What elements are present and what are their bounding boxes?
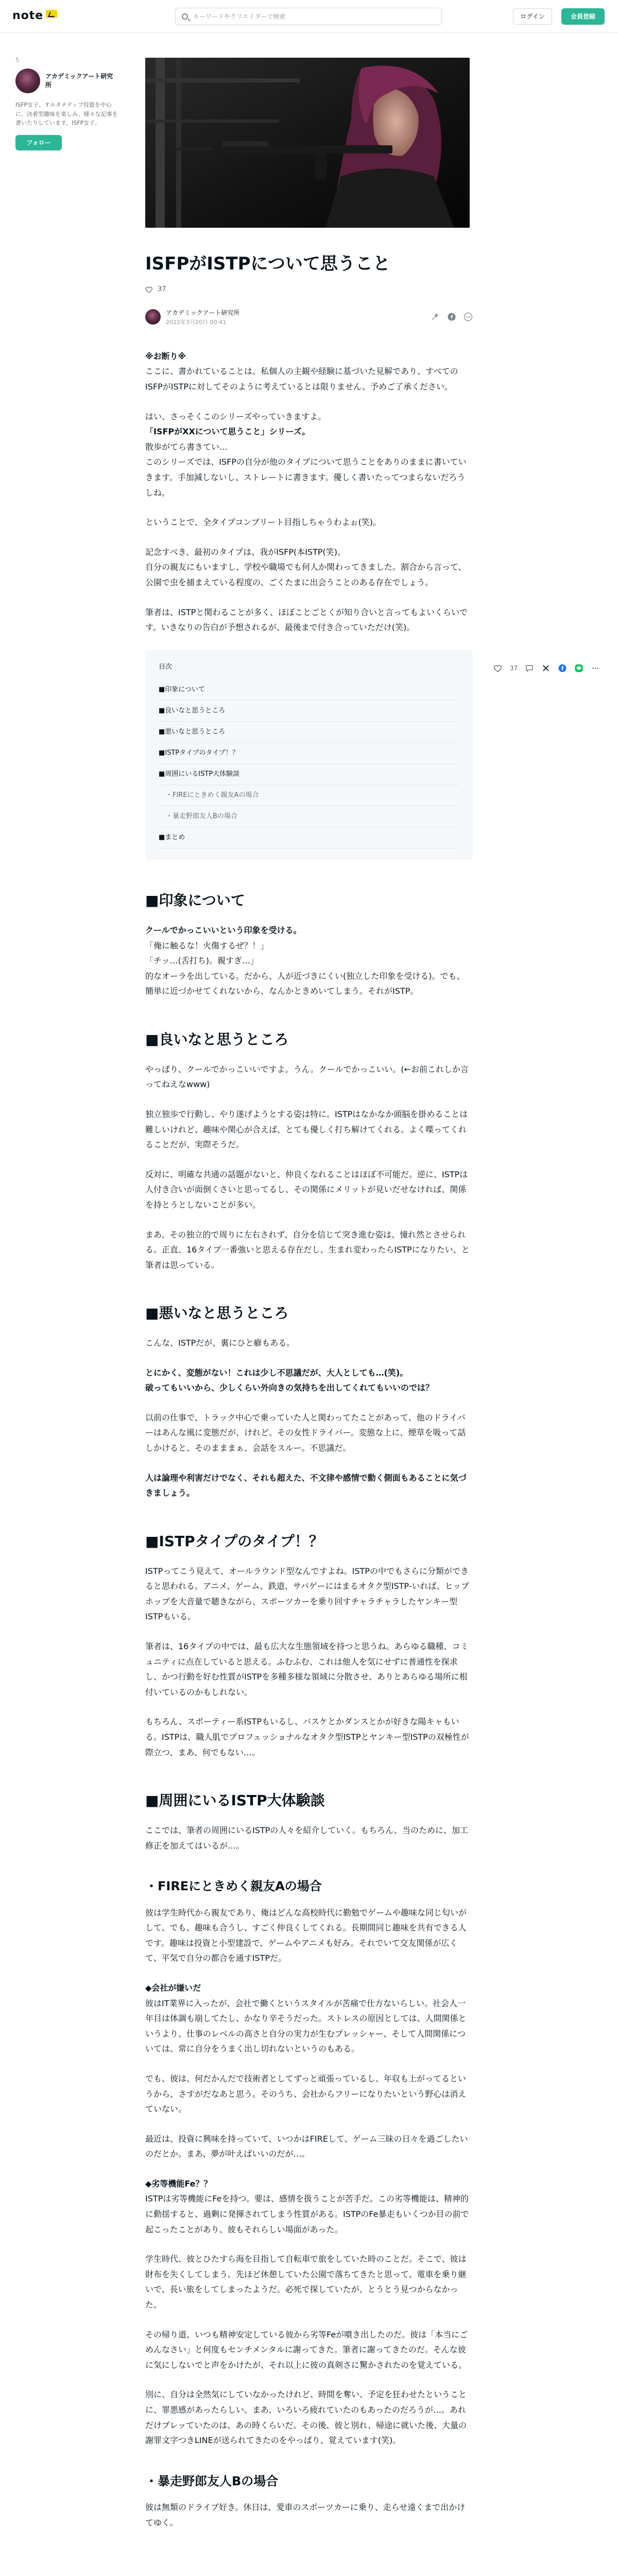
note-logo[interactable]	[12, 9, 57, 22]
hero-image	[145, 58, 470, 228]
heart-icon[interactable]	[493, 664, 503, 673]
impression-line-3: 的なオーラを出している。だから、人が近づきにくい(独立した印象を受ける)。でも、簡単に近づかせてくれないから、なんかときめいてしまう。それがISTP。	[145, 971, 465, 996]
section-paragraph: 別に、自分は全然気にしていなかったけれど、時間を奪い、予定を狂わせたということに、罪悪感があったらしい。まあ、いろいろ疲れていたのもあったのだろうが…。あれだけプレッていたのは、あの時くらいだ。その後、彼と別れ、帰途に就いた後、大量の謝罪文字つきLINEが送られてきたのをやっぱり、覚えています(笑)。	[145, 2389, 467, 2446]
section-paragraph: その帰り道、いつも精神安定している彼から劣等Feが噴き出したのだ。彼は「本当にごめんなさい」と何度もセンチメンタルに謝ってきた。筆者に謝ってきたのだ。そんな彼に気にしないでと声をかけたが、それ以上に彼の真剣さに驚かされたのを覚えている。	[145, 2329, 468, 2370]
facebook-icon[interactable]	[558, 664, 567, 673]
intro-line-1: はい、さっそくこのシリーズやっていきますよ。	[145, 411, 327, 421]
subsection-heading-friend-a: ・FIREにときめく親友Aの場合	[145, 1879, 322, 1894]
disclaimer-text: ここに、書かれていることは、私個人の主観や経験に基づいた見解であり、すべてのISFPがISTPに対してそのように考えているとは限りません。予めご了承ください。	[145, 366, 458, 392]
top-bar	[0, 0, 618, 33]
impression-line-1: クールでかっこいいという印象を受ける。	[145, 925, 302, 936]
disclaimer-paragraph	[145, 349, 473, 395]
paragraph-3: ということで、全タイプコンプリート目指しちゃうわよぉ(笑)。	[145, 517, 381, 528]
section-paragraph: まあ、その独立的で周りに左右されず、自分を信じて突き進む姿は、憧れ然とさせられる。正直、16タイプ一番強いと思える存在だし、生まれ変わったらISTPになりたい、と筆者は思っている。	[145, 1229, 470, 1270]
section-paragraph: 筆者は、16タイプの中では、最も広大な生態領域を持つと思うね。あらゆる職種、コミュニティに点在していると思える。ふむふむ、これは他人を気にせずに普通性を探求し、かつ行動を好む性質がISTPを多種多様な領域に分散させ、ありとあらゆる場所に根付いているのかもしれない。	[145, 1641, 469, 1697]
avatar[interactable]	[15, 69, 40, 93]
toc-item[interactable]: ・暴走野郎友人Bの場合	[159, 806, 459, 827]
section-paragraph: 彼は無類のドライブ好き。休日は、愛車のスポーツカーに乗り、走らせ遠くまで出かけてゆく。	[145, 2502, 466, 2528]
intro-paragraph	[145, 409, 473, 501]
magic-icon[interactable]	[431, 312, 440, 321]
section-paragraph	[145, 1365, 473, 1396]
toc-item[interactable]: ■悪いなと思うところ	[159, 722, 459, 743]
toc-item[interactable]: ■印象について	[159, 680, 459, 701]
heart-icon[interactable]	[145, 285, 153, 294]
toc-title: 目次	[159, 663, 173, 671]
more-icon[interactable]	[464, 312, 473, 321]
article-title: ISFPがISTPについて思うこと	[145, 253, 390, 274]
toc-item[interactable]: ■ISTPタイプのタイプ！？	[159, 743, 459, 764]
intro-line-2: 「ISFPがXXについて思うこと」シリーズ。	[145, 427, 311, 437]
author-row	[145, 308, 473, 326]
logo-text: note	[12, 9, 44, 22]
profile-name[interactable]: アカデミックアート研究所	[45, 73, 113, 89]
search-input[interactable]	[193, 11, 430, 22]
logo-badge-icon	[46, 10, 57, 18]
section-heading-bad: ■悪いなと思うところ	[145, 1304, 289, 1322]
disclaimer-title: ※お断り※	[145, 351, 186, 361]
section-paragraph: 独立独歩で行動し、やり遂げようとする姿は特に。ISTPはなかなか頭脳を掛めることは難しいけれど、趣味や関心が合えば、とても優しく打ち解けてくれる。よく喋ってくれることだが、実際そうだ。	[145, 1109, 468, 1150]
table-of-contents	[145, 650, 473, 860]
more-icon[interactable]	[591, 664, 600, 673]
follow-label: フォロー	[26, 139, 51, 146]
toc-item[interactable]: ■良いなと思うところ	[159, 701, 459, 722]
search-box[interactable]	[175, 8, 442, 25]
toc-item[interactable]: ■周囲にいるISTP大体験談	[159, 764, 459, 785]
section-paragraph: 学生時代、彼とひたすら海を目指して自転車で旅をしていた時のことだ。そこで、彼は財布を失くしてしまう。先ほど休憩していた公園で落ちてきたと思って、電車を乗り継いで、長い旅をしてしまったようだ。必死で探していたが、とうとう見つからなかった。	[145, 2254, 467, 2310]
article-body	[145, 349, 473, 2530]
section-paragraph: こんな、ISTPだが、裏にひと癖もある。	[145, 1338, 295, 1348]
intro-line-4: このシリーズでは、ISFPの自分が他のタイプについて思うことをありのままに書いていきます。手加減しないし、ストレートに書きます。優しく書いたってつまらないだろうしね。	[145, 457, 467, 498]
bold-text: 人は論理や利害だけでなく、それも超えた、不文律や感情で動く側面もあることに気づきましょう。	[145, 1472, 467, 1498]
section-paragraph	[145, 2176, 473, 2237]
search-icon	[182, 13, 188, 20]
section-heading-impression: ■印象について	[145, 892, 245, 909]
section-paragraph: 彼は学生時代から親友であり、俺はどんな高校時代に勤勉でゲームや趣味な同じ匂いがして、でも、趣味も合うし、すごく仲良くしてくれる。長期間同じ趣味を共有できる人です。趣味は投資と小型建設で、ゲームやアニメも好み。それでいて交友関係が広くて、平気で自分の都合を通すISTPだ。	[145, 1907, 467, 1963]
section-paragraph: ISTPってこう見えて、オールラウンド型なんですよね。ISTPの中でもさらに分類ができると思われる。アニメ、ゲーム、鉄道、サバゲーにはまるオタク型ISTP-いれば、ヒップホップを大音量で聴きながら、スポーツカーを乗り回すチャラチャラしたヤンキー型ISTPもいる。	[145, 1566, 469, 1622]
section-heading-types: ■ISTPタイプのタイプ！？	[145, 1532, 323, 1550]
section-paragraph	[145, 1980, 473, 2057]
section-heading-stories: ■周囲にいるISTP大体験談	[145, 1792, 325, 1809]
follow-button[interactable]	[15, 135, 62, 150]
section-paragraph	[145, 1470, 473, 1501]
author-info	[166, 308, 239, 326]
section-paragraph	[145, 923, 473, 999]
minor-heading: ◆劣等機能Fe？？	[145, 2178, 212, 2189]
floating-share-bar	[493, 664, 600, 673]
section-paragraph: もちろん、スポーティー系ISTPもいるし、バスケとかダンスとかが好きな陽キャもいる。ISTPは、職人肌でプロフェッショナルなオタク型ISTPとヤンキー型ISTPの双極性が際立つ、まあ、何でもない…。	[145, 1717, 469, 1757]
paragraph-4: 記念すべき、最初のタイプは、我がISFP(本ISTP(笑)。 自分の親友にもいますし、学校や職場でも何人か関わってきました。割合から言って、公園で虫を捕まえている程度の、ごくたまに出会うことのある存在でしょう。	[145, 547, 467, 588]
paragraph-text: ISTPは劣等機能にFeを持つ。要は、感情を扱うことが苦手だ。この劣等機能は、精神的に動揺すると、過剰に発揮されてしまう性質がある。ISTPのFe暴走もいくつか目の前で起こったことがあり、彼もそれらしい場面があった。	[145, 2194, 469, 2234]
article-actions	[431, 312, 473, 321]
section-paragraph: やっぱり、クールでかっこいいですよ。うん。クールでかっこいい。(←お前これしか言ってねえなwww)	[145, 1064, 469, 1090]
author-name[interactable]: アカデミックアート研究所	[166, 309, 240, 316]
author-avatar[interactable]	[145, 309, 161, 325]
login-button[interactable]: ログイン	[513, 8, 552, 25]
toc-item[interactable]: ・FIREにときめく親友Aの場合	[159, 785, 459, 806]
like-count: 37	[158, 285, 166, 294]
hero-illustration	[145, 58, 470, 228]
line-icon[interactable]	[574, 664, 583, 673]
toc-item[interactable]: ■まとめ	[159, 827, 459, 849]
profile-bio: ISFP女子。オルタナティブ投資を中心に、決着型趣味を楽しみ、様々な記事を書いたりしています。ISFP女子。	[15, 101, 118, 127]
comment-icon[interactable]	[525, 664, 534, 673]
bold-text: とにかく、変態がない！これは少し不思議だが、大人としても…(笑)。 破ってもいいから、少しくらい外向きの気持ちを出してくれてもいいのでは？	[145, 1367, 434, 1393]
section-heading-good: ■良いなと思うところ	[145, 1030, 289, 1048]
creator-profile	[15, 57, 118, 150]
intro-line-3: 散歩がてら書きてい…	[145, 442, 228, 452]
like-row	[145, 285, 473, 294]
minor-heading: ◆会社が嫌いだ	[145, 1982, 201, 1993]
floating-like-count: 37	[510, 665, 518, 672]
profile-number: 5	[15, 57, 19, 63]
section-paragraph: 以前の仕事で、トラック中心で乗っていた人と関わってたことがあって、他のドライバーはあんな風に変態だが、けれど、その女性ドライバー。変態な上に、煙草を吸って話しかけると、そのまままぁ、会話をスルー。不思議だ。	[145, 1412, 466, 1453]
profile-header	[15, 69, 118, 93]
facebook-icon[interactable]	[447, 312, 456, 321]
subsection-heading-friend-b: ・暴走野郎友人Bの場合	[145, 2473, 279, 2488]
section-paragraph: ここでは、筆者の周囲にいるISTPの人々を紹介していく。もちろん、当のために、加工修正を加えてはいるが…。	[145, 1825, 468, 1851]
section-paragraph: 最近は、投資に興味を持っていて、いつかはFIREして、ゲーム三昧の日々を過ごしたいのだとか。まあ、夢が叶えばいいのだが…。	[145, 2133, 468, 2159]
impression-line-2: 「俺に触るな！火傷するぜ？！」 「チッ…(舌打ち)。親すぎ…」	[145, 940, 269, 966]
paragraph-text: 彼はIT業界に入ったが、会社で働くというスタイルが苦痛で仕方ないらしい。社会人一年目は体調も崩してたし、かなり辛そうだった。ストレスの原因としては、人間関係というより、仕事のレベルの高さと自分の実力が生むプレッシャー、そして人間関係については、常に自分をうまく出し切れないというのもある。	[145, 1998, 467, 2054]
article	[145, 252, 473, 2545]
x-twitter-icon[interactable]	[541, 664, 551, 673]
signup-button[interactable]: 会員登録	[561, 8, 605, 25]
paragraph-5: 筆者は、ISTPと関わることが多く、ほぼことごとくが知り合いと言ってもよいくらいです。いきなりの告白が予想されるが、最後まで付き合っていただけ(笑)。	[145, 607, 468, 633]
section-paragraph: 反対に、明確な共通の話題がないと、仲良くなれることはほぼ不可能だ。逆に、ISTPは人付き合いが面倒くさいと思ってるし、その関係にメリットが見いだせなければ、関係を持とうとしないことが多い。	[145, 1169, 468, 1210]
section-paragraph: でも、彼は、何だかんだで技術者としてずっと頑張っているし、年収も上がってるというから、さすがだなあと思う。そのうち、会社からフリーになりたいという野心は消えていない。	[145, 2073, 467, 2114]
publish-date: 2022年3月20日 00:41	[166, 318, 227, 326]
